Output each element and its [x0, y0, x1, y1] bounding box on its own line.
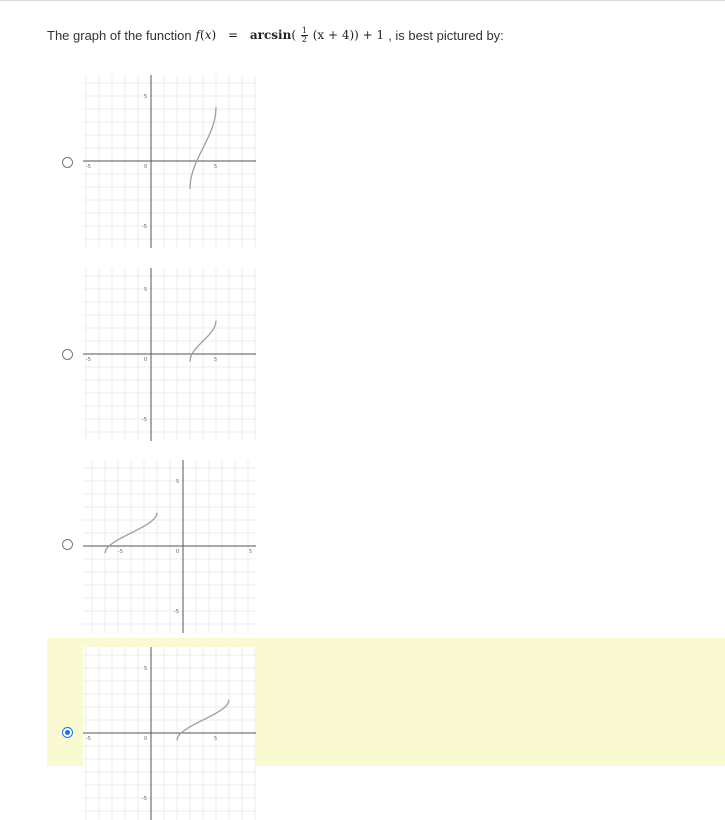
tick-x-neg-c: -5: [118, 549, 123, 555]
tick-origin-a: 0: [144, 164, 148, 170]
question-prefix: The graph of the function: [47, 28, 192, 43]
graph-option-a: [83, 75, 256, 248]
graph-svg-c: [83, 460, 256, 633]
radio-option-d[interactable]: [62, 727, 73, 738]
question-suffix: , is best pictured by:: [388, 28, 504, 43]
top-divider: [0, 0, 725, 1]
graph-option-d: [83, 647, 256, 802]
tick-y-neg-a: -5: [142, 224, 147, 230]
tick-y-neg-d: -5: [142, 796, 147, 802]
tick-x-pos-b: 5: [214, 357, 218, 363]
arcsin-label: arcsin: [249, 28, 292, 42]
tick-y-neg-b: -5: [142, 417, 147, 423]
radio-option-b[interactable]: [62, 349, 73, 360]
equals-sign: =: [227, 28, 239, 42]
graph-option-c: [83, 460, 256, 633]
graph-svg-a: [83, 75, 256, 248]
question-text: [47, 27, 504, 44]
radio-option-a[interactable]: [62, 157, 73, 168]
radio-option-c[interactable]: [62, 539, 73, 550]
tick-x-pos-d: 5: [214, 736, 218, 742]
tick-x-neg-d: -5: [86, 736, 91, 742]
tick-y-neg-c: -5: [174, 609, 179, 615]
function-formula: f(x) = arcsin( $\frac{1}{2}$ (x + 4)) + 1: [195, 26, 385, 44]
tick-x-neg-b: -5: [86, 357, 91, 363]
tick-y-pos-d: 5: [144, 666, 148, 672]
formula-inner: (x + 4)) + 1: [312, 28, 385, 42]
tick-origin-d: 0: [144, 736, 148, 742]
tick-x-pos-a: 5: [214, 164, 218, 170]
fraction-numerator: 1: [301, 26, 307, 35]
function-name: f: [195, 28, 200, 42]
tick-x-pos-c: 5: [249, 549, 253, 555]
tick-x-neg-a: -5: [86, 164, 91, 170]
function-variable: x: [204, 28, 212, 42]
tick-origin-b: 0: [144, 357, 148, 363]
fraction-one-half: [301, 27, 308, 44]
graph-svg-d: [83, 647, 256, 820]
graph-svg-b: [83, 268, 256, 441]
graph-option-b: [83, 268, 256, 441]
tick-y-pos-c: 5: [176, 479, 180, 485]
fraction-denominator: 2: [301, 35, 307, 44]
tick-origin-c: 0: [176, 549, 180, 555]
tick-y-pos-b: 5: [144, 287, 148, 293]
tick-y-pos-a: 5: [144, 94, 148, 100]
